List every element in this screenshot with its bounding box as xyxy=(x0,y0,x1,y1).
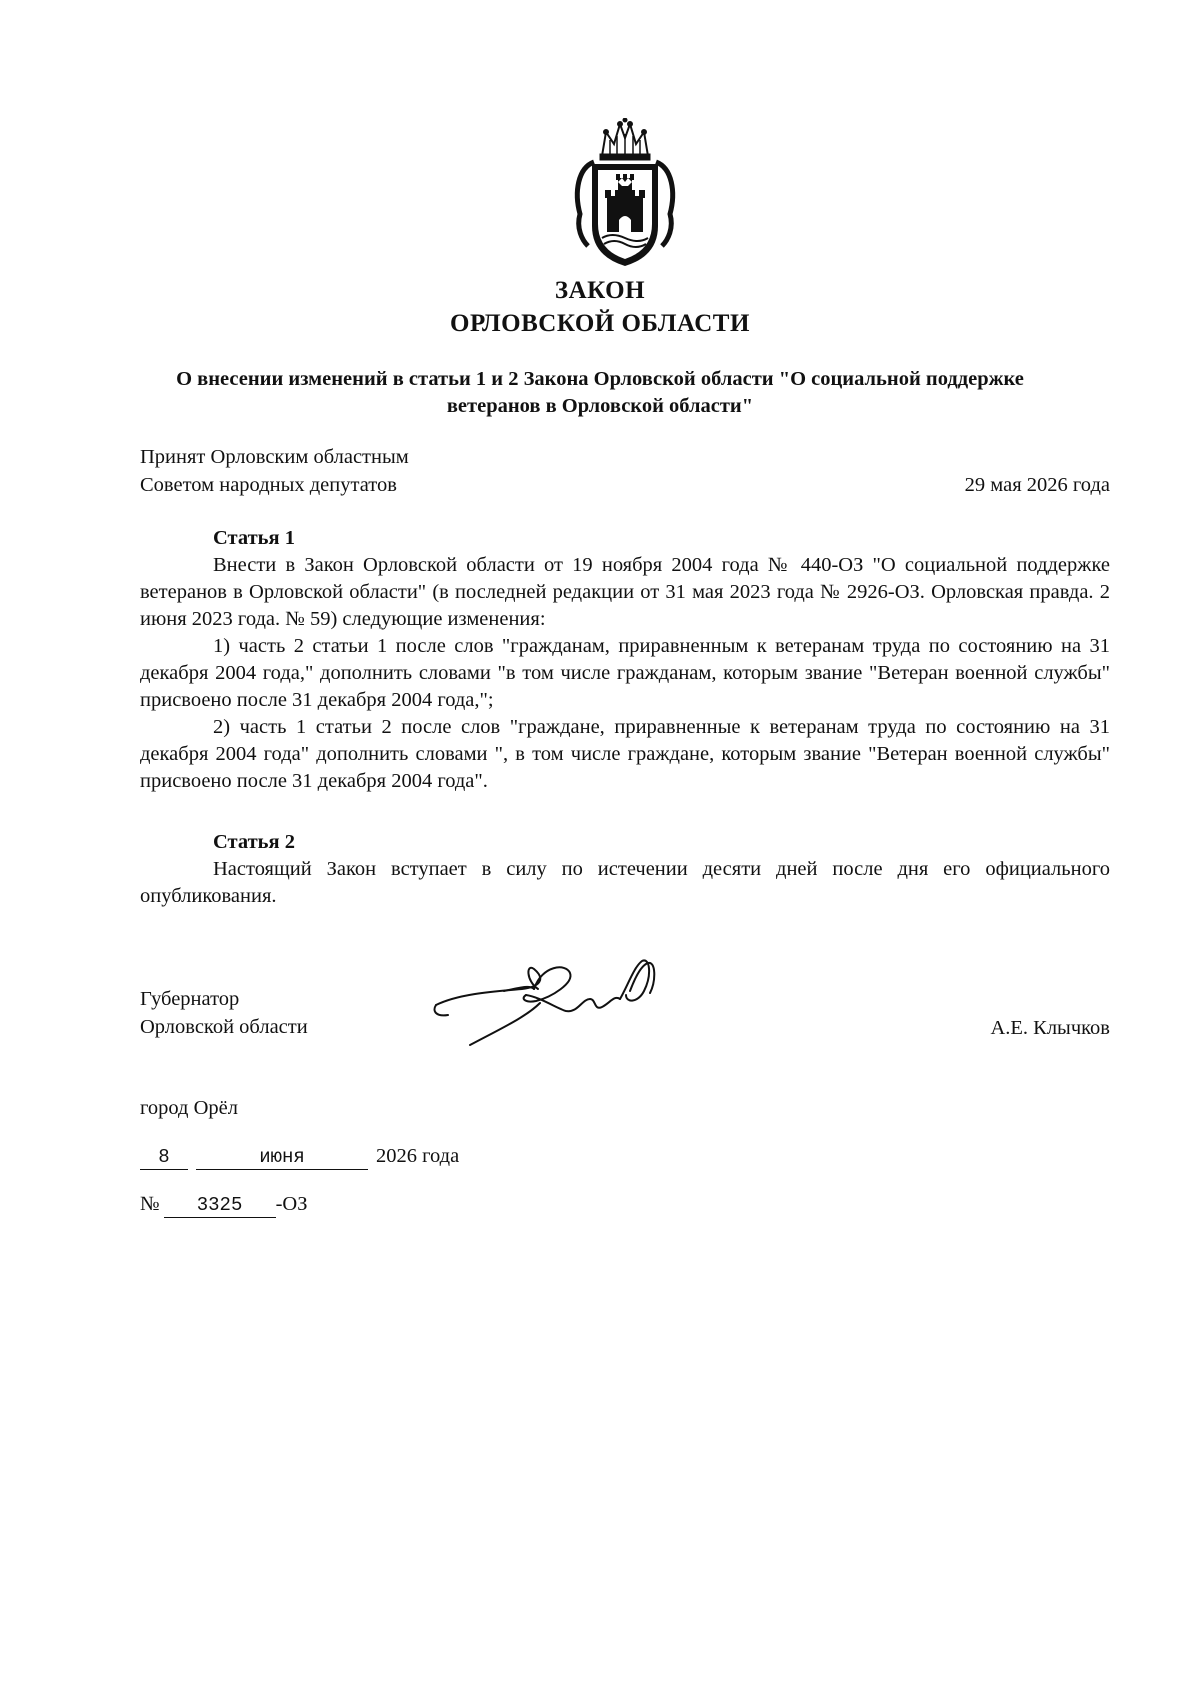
adoption-authority xyxy=(140,443,409,499)
article-2-body xyxy=(140,856,1110,910)
article-1-paragraph: 1) часть 2 статьи 1 после слов "гражданам, приравненным к ветеранам труда по состоянию на 31 декабря 2004 года," дополнить словами "в том числе гражданам, которым звание "Ветеран военной службы" присвоено после 31 декабря 2004 года,"; xyxy=(140,635,1110,711)
document-subtitle: О внесении изменений в статьи 1 и 2 Закона Орловской области "О социальной поддержке ветеранов в Орловской области" xyxy=(176,368,1024,417)
article-1-paragraph: Внести в Закон Орловской области от 19 ноября 2004 года № 440-ОЗ "О социальной поддержке ветеранов в Орловской области" (в последней редакции от 31 мая 2023 года № 2926-ОЗ. Орловская правда. 2 июня 2023 года. № 59) следующие изменения: xyxy=(140,554,1110,630)
article-1-paragraph: 2) часть 1 статьи 2 после слов "граждане, приравненные к ветеранам труда по состоянию на 31 декабря 2004 года" дополнить словами ", в том числе граждане, которым звание "Ветеран военной службы" присвоено после 31 декабря 2004 года". xyxy=(140,716,1110,792)
document-title-line2: ОРЛОВСКОЙ ОБЛАСТИ xyxy=(450,310,750,337)
signing-year: 2026 года xyxy=(376,1145,460,1167)
adoption-date: 29 мая 2026 года xyxy=(964,474,1110,496)
signing-month: июня xyxy=(196,1145,368,1170)
signatory-position-line1: Губернатор xyxy=(140,988,240,1010)
signatory-name: А.Е. Клычков xyxy=(990,1017,1110,1039)
signatory-position xyxy=(140,985,308,1041)
article-2-heading: Статья 2 xyxy=(213,831,295,853)
document-title-line1: ЗАКОН xyxy=(554,277,646,304)
article-1-heading: Статья 1 xyxy=(213,527,295,549)
signing-date xyxy=(140,1142,459,1170)
law-number-value: 3325 xyxy=(164,1193,276,1218)
handwritten-signature xyxy=(430,955,670,1095)
coat-of-arms-emblem xyxy=(572,118,678,268)
signing-day: 8 xyxy=(140,1145,188,1170)
adoption-line1: Принят Орловским областным xyxy=(140,446,409,468)
law-number-prefix: № xyxy=(140,1193,160,1215)
article-2-paragraph: Настоящий Закон вступает в силу по истечении десяти дней после дня его официального опубликования. xyxy=(140,858,1110,907)
law-number-suffix: -ОЗ xyxy=(275,1193,308,1215)
place-of-signing: город Орёл xyxy=(140,1097,238,1119)
adoption-line2: Советом народных депутатов xyxy=(140,474,397,496)
law-number xyxy=(140,1190,307,1218)
article-1-body xyxy=(140,552,1110,795)
signatory-position-line2: Орловской области xyxy=(140,1016,308,1038)
